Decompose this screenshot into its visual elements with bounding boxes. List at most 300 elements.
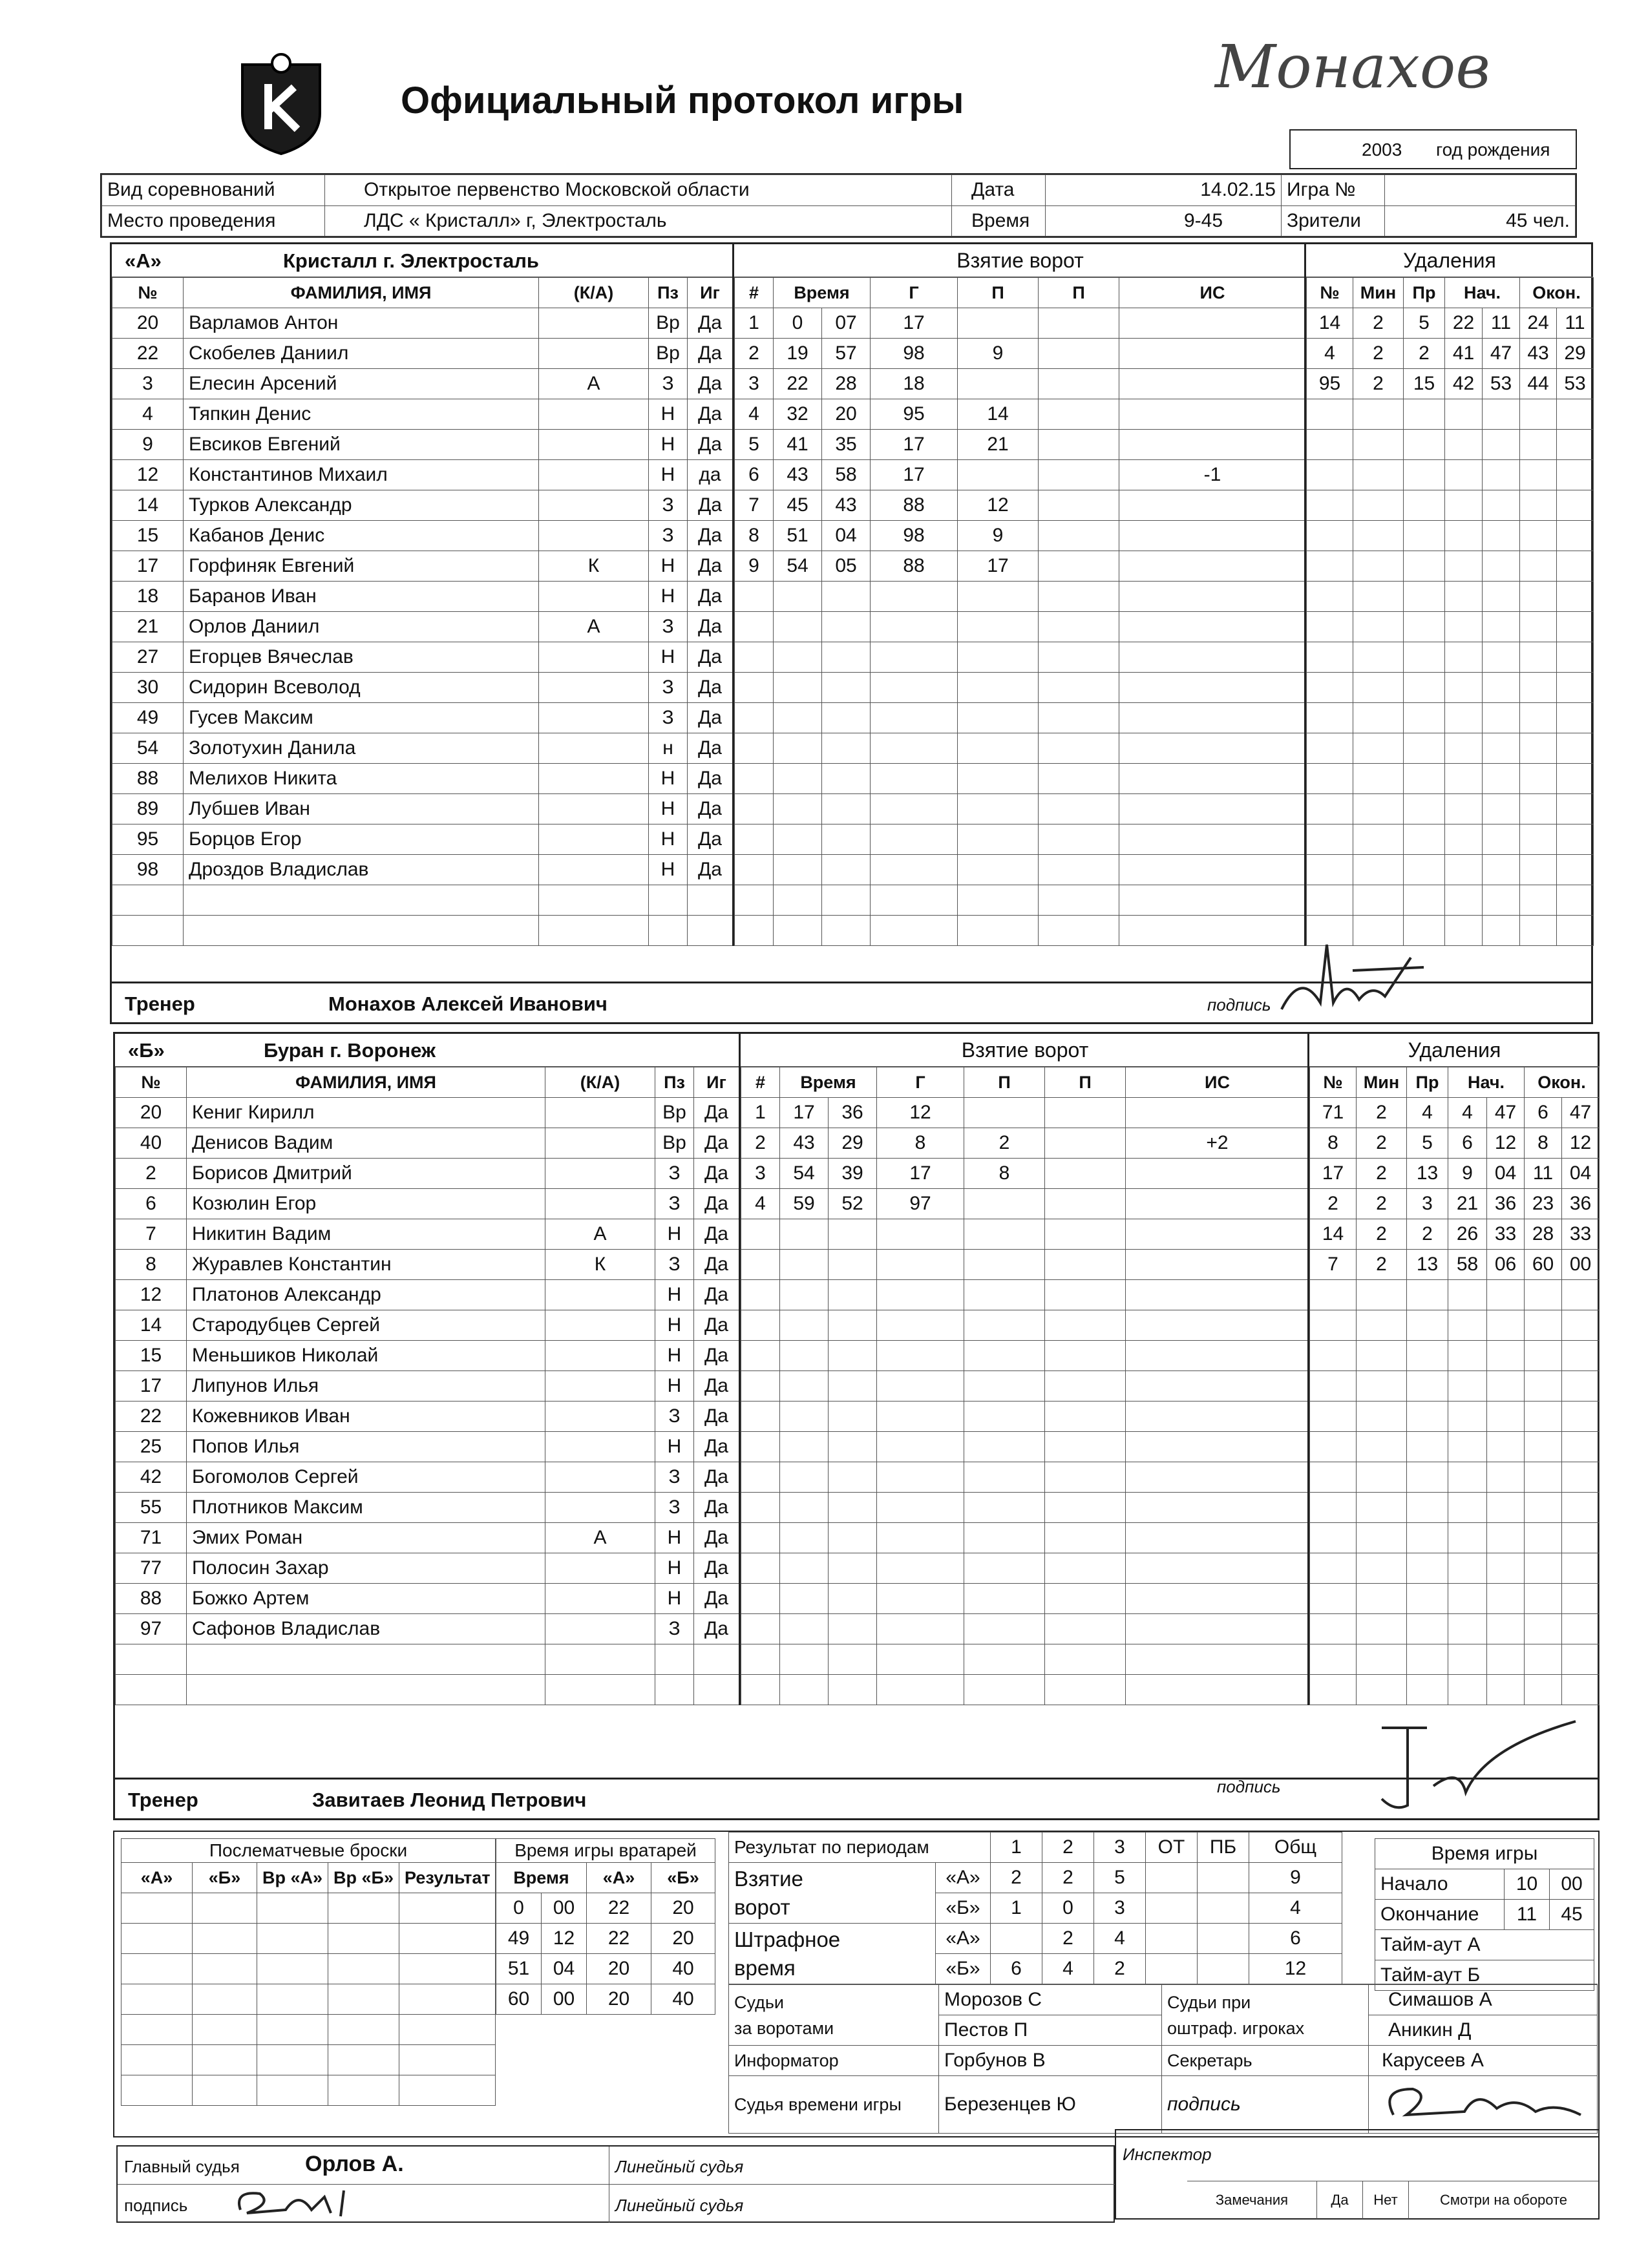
shootout-cell xyxy=(399,1954,496,1984)
penalty-row xyxy=(1310,1644,1600,1675)
pen-player xyxy=(1307,733,1353,764)
goal-row xyxy=(741,1159,1309,1189)
birth-year-label: год рождения xyxy=(1436,140,1550,160)
pen-start-sec xyxy=(1483,521,1520,551)
goal-assist-1 xyxy=(964,1189,1045,1219)
pen-start-sec xyxy=(1487,1644,1525,1675)
player-number: 7 xyxy=(116,1219,187,1250)
goal-row xyxy=(741,1098,1309,1128)
pen-start-min xyxy=(1448,1432,1487,1462)
goal-sec: 04 xyxy=(822,521,871,551)
goal-sec xyxy=(822,582,871,612)
player-name: Полосин Захар xyxy=(187,1553,545,1584)
pen-reason xyxy=(1407,1614,1448,1644)
goal-index: 3 xyxy=(741,1159,780,1189)
player-played: Да xyxy=(688,582,733,612)
goal-assist-2 xyxy=(1045,1644,1126,1675)
player-number: 4 xyxy=(112,399,184,430)
goal-min xyxy=(780,1250,829,1280)
player-played: Да xyxy=(694,1371,739,1402)
goal-row xyxy=(741,1371,1309,1402)
player-number: 27 xyxy=(112,642,184,673)
pen-start-sec xyxy=(1487,1523,1525,1553)
referee-footer xyxy=(116,2145,1115,2223)
pen-end-min xyxy=(1525,1614,1562,1644)
player-number: 55 xyxy=(116,1493,187,1523)
penalty-judges-label-2: оштраф. игроках xyxy=(1167,2018,1305,2038)
penalty-row xyxy=(1310,1128,1600,1159)
pen-end-sec xyxy=(1557,733,1594,764)
pen-player xyxy=(1307,551,1353,582)
player-row xyxy=(112,490,733,521)
pen-end-sec xyxy=(1557,551,1594,582)
goal-assist-2 xyxy=(1045,1402,1126,1432)
pen-end-sec xyxy=(1562,1341,1600,1371)
goal-min: 0 xyxy=(774,308,822,339)
player-name: Гусев Максим xyxy=(184,703,539,733)
pen-start-min: 21 xyxy=(1448,1189,1487,1219)
venue-value: ЛДС « Кристалл» г, Электросталь xyxy=(325,205,952,236)
pen-end-min: 23 xyxy=(1525,1189,1562,1219)
shootout-header-4: Результат xyxy=(399,1863,496,1893)
teamA-goals-header-1: Время xyxy=(774,278,871,308)
birth-year-box xyxy=(1289,129,1577,169)
shootout-cell xyxy=(399,1893,496,1924)
pen-reason: 13 xyxy=(1407,1159,1448,1189)
end-hour: 11 xyxy=(1505,1900,1550,1930)
player-number: 77 xyxy=(116,1553,187,1584)
shootout-cell xyxy=(121,1954,193,1984)
goalie-time-block xyxy=(496,1838,715,2015)
teamB-pen-header-1: Мин xyxy=(1357,1067,1407,1098)
teamA-pen-header-2: Пр xyxy=(1404,278,1445,308)
player-name: Попов Илья xyxy=(187,1432,545,1462)
player-played: Да xyxy=(694,1614,739,1644)
team-b-name: Буран г. Воронеж xyxy=(264,1039,436,1062)
goal-row xyxy=(735,521,1306,551)
pen-end-sec: 11 xyxy=(1557,308,1594,339)
penalty-row xyxy=(1310,1098,1600,1128)
shootout-cell xyxy=(399,1924,496,1954)
goal-row xyxy=(735,916,1306,946)
remarks-yes[interactable]: Да xyxy=(1317,2181,1363,2219)
pen-end-sec xyxy=(1562,1432,1600,1462)
player-position: Н xyxy=(655,1523,694,1553)
goal-assist-2 xyxy=(1039,308,1119,339)
goal-row xyxy=(735,794,1306,824)
goal-sec xyxy=(829,1675,877,1705)
goal-index xyxy=(735,885,774,916)
pen-minutes xyxy=(1353,612,1404,642)
penalty-row xyxy=(1307,551,1594,582)
pen-end-sec xyxy=(1557,885,1594,916)
goal-sec xyxy=(829,1462,877,1493)
pen-start-min xyxy=(1445,703,1483,733)
pen-end-min: 6 xyxy=(1525,1098,1562,1128)
goal-row xyxy=(735,369,1306,399)
goal-assist-2 xyxy=(1045,1280,1126,1310)
pen-end-min xyxy=(1520,430,1557,460)
pen-end-min xyxy=(1525,1402,1562,1432)
goal-scorer: 18 xyxy=(871,369,958,399)
player-played: Да xyxy=(694,1250,739,1280)
teamA-goals-header-0: # xyxy=(735,278,774,308)
pen-end-sec xyxy=(1557,399,1594,430)
pen-end-sec xyxy=(1557,521,1594,551)
goal-assist-2 xyxy=(1045,1219,1126,1250)
goal-assist-2 xyxy=(1039,824,1119,855)
pen-end-min xyxy=(1520,642,1557,673)
informer-name: Горбунов В xyxy=(939,2046,1162,2076)
goal-row xyxy=(735,703,1306,733)
pen-end-min xyxy=(1520,521,1557,551)
pen-end-sec xyxy=(1557,490,1594,521)
goal-min xyxy=(780,1553,829,1584)
penalty-row xyxy=(1310,1371,1600,1402)
player-number: 49 xyxy=(112,703,184,733)
pen-minutes: 2 xyxy=(1357,1098,1407,1128)
goal-index xyxy=(741,1280,780,1310)
pen-end-sec xyxy=(1557,460,1594,490)
player-row xyxy=(112,764,733,794)
player-position: Н xyxy=(655,1310,694,1341)
pen-reason xyxy=(1404,551,1445,582)
period-value: 1 xyxy=(991,1893,1042,1924)
goal-row xyxy=(741,1432,1309,1462)
goal-situation xyxy=(1126,1644,1309,1675)
pen-reason xyxy=(1407,1553,1448,1584)
pen-minutes xyxy=(1353,703,1404,733)
pen-end-min: 60 xyxy=(1525,1250,1562,1280)
team-a-sign-label: подпись xyxy=(1207,995,1271,1014)
player-row xyxy=(116,1310,739,1341)
player-played: Да xyxy=(694,1219,739,1250)
player-played: Да xyxy=(694,1584,739,1614)
goal-row xyxy=(735,582,1306,612)
pen-start-sec xyxy=(1487,1402,1525,1432)
goal-assist-2 xyxy=(1039,521,1119,551)
goal-scorer xyxy=(877,1280,964,1310)
pen-end-sec xyxy=(1557,855,1594,885)
goal-sec xyxy=(829,1310,877,1341)
goalie-time-header-0: Время xyxy=(496,1863,587,1893)
pen-end-min: 24 xyxy=(1520,308,1557,339)
player-role xyxy=(539,824,649,855)
pen-start-sec xyxy=(1483,824,1520,855)
player-role xyxy=(539,460,649,490)
goal-scorer xyxy=(877,1675,964,1705)
shootout-cell xyxy=(193,2015,257,2045)
goal-min: 59 xyxy=(780,1189,829,1219)
goal-assist-2 xyxy=(1039,703,1119,733)
goal-assist-2 xyxy=(1045,1310,1126,1341)
pen-reason xyxy=(1404,521,1445,551)
period-value xyxy=(1198,1924,1249,1954)
period-team: «А» xyxy=(936,1863,991,1893)
goal-scorer xyxy=(877,1493,964,1523)
goal-scorer xyxy=(871,703,958,733)
period-value: 9 xyxy=(1249,1863,1342,1893)
player-position: З xyxy=(649,612,688,642)
goal-min: 19 xyxy=(774,339,822,369)
goal-judge-1: Морозов С xyxy=(939,1985,1162,2015)
goal-scorer xyxy=(871,916,958,946)
player-number: 14 xyxy=(116,1310,187,1341)
goal-situation xyxy=(1119,733,1306,764)
goal-row xyxy=(741,1250,1309,1280)
team-a-pen-title: Удаления xyxy=(1306,244,1593,277)
player-number: 9 xyxy=(112,430,184,460)
shootout-cell xyxy=(328,1984,399,2015)
player-row xyxy=(116,1402,739,1432)
pen-minutes xyxy=(1353,733,1404,764)
player-row xyxy=(116,1584,739,1614)
goal-sec: 58 xyxy=(822,460,871,490)
pen-start-sec xyxy=(1487,1675,1525,1705)
goal-scorer xyxy=(871,582,958,612)
goal-situation xyxy=(1126,1189,1309,1219)
player-played: Да xyxy=(688,369,733,399)
pen-minutes: 2 xyxy=(1357,1159,1407,1189)
player-role xyxy=(545,1189,655,1219)
penalty-row xyxy=(1307,430,1594,460)
player-position: Н xyxy=(649,855,688,885)
penalty-row xyxy=(1310,1493,1600,1523)
goal-index xyxy=(741,1644,780,1675)
shootout-cell xyxy=(193,2075,257,2106)
pen-start-min: 22 xyxy=(1445,308,1483,339)
player-row xyxy=(112,703,733,733)
page-title: Официальный протокол игры xyxy=(401,79,964,121)
penalty-row xyxy=(1307,673,1594,703)
pen-reason xyxy=(1404,855,1445,885)
player-number: 20 xyxy=(112,308,184,339)
player-played: Да xyxy=(688,703,733,733)
pen-start-sec xyxy=(1483,916,1520,946)
player-number: 25 xyxy=(116,1432,187,1462)
player-number: 98 xyxy=(112,855,184,885)
pen-player: 14 xyxy=(1310,1219,1357,1250)
goal-scorer xyxy=(877,1553,964,1584)
pen-start-min xyxy=(1445,582,1483,612)
player-played: Да xyxy=(688,673,733,703)
shootout-cell xyxy=(121,1984,193,2015)
pen-minutes xyxy=(1357,1310,1407,1341)
team-a-section xyxy=(110,242,1593,1024)
player-played xyxy=(694,1644,739,1675)
goal-sec: 28 xyxy=(822,369,871,399)
goal-row xyxy=(741,1614,1309,1644)
goal-row xyxy=(741,1553,1309,1584)
team-a-coach-name: Монахов Алексей Иванович xyxy=(328,992,607,1015)
pen-reason xyxy=(1404,490,1445,521)
goal-row xyxy=(735,673,1306,703)
goal-row xyxy=(735,855,1306,885)
player-played: Да xyxy=(688,794,733,824)
player-played: Да xyxy=(694,1098,739,1128)
pen-end-sec: 53 xyxy=(1557,369,1594,399)
penalty-row xyxy=(1310,1280,1600,1310)
teamB-goals-header-1: Время xyxy=(780,1067,877,1098)
team-a-pen-table xyxy=(1306,277,1594,946)
player-position: Н xyxy=(655,1219,694,1250)
goal-situation xyxy=(1119,794,1306,824)
linesman-1-label: Линейный судья xyxy=(615,2157,744,2176)
goal-sec xyxy=(829,1493,877,1523)
game-time-title: Время игры xyxy=(1375,1839,1594,1869)
player-row xyxy=(112,369,733,399)
period-value: 3 xyxy=(1094,1893,1146,1924)
player-played: Да xyxy=(694,1462,739,1493)
player-number: 15 xyxy=(112,521,184,551)
goal-min xyxy=(780,1493,829,1523)
officials-block xyxy=(728,1984,1598,2134)
teamB-goals-header-2: Г xyxy=(877,1067,964,1098)
goal-assist-2 xyxy=(1045,1432,1126,1462)
teamA-pen-header-0: № xyxy=(1307,278,1353,308)
pen-end-sec xyxy=(1557,764,1594,794)
player-played: Да xyxy=(688,764,733,794)
pen-player xyxy=(1310,1462,1357,1493)
league-logo xyxy=(236,52,326,155)
penalty-row xyxy=(1307,460,1594,490)
pen-player xyxy=(1310,1310,1357,1341)
player-row xyxy=(112,460,733,490)
goal-min xyxy=(780,1219,829,1250)
goalie-time-sec: 00 xyxy=(542,1893,587,1924)
player-name: Борисов Дмитрий xyxy=(187,1159,545,1189)
goal-index xyxy=(735,582,774,612)
player-row xyxy=(112,582,733,612)
pen-start-min xyxy=(1445,764,1483,794)
goal-row xyxy=(735,308,1306,339)
pen-start-sec xyxy=(1487,1280,1525,1310)
goal-assist-1 xyxy=(958,824,1039,855)
goal-sec: 20 xyxy=(822,399,871,430)
pen-start-min xyxy=(1448,1280,1487,1310)
pen-start-sec xyxy=(1487,1310,1525,1341)
start-label: Начало xyxy=(1375,1869,1505,1900)
player-name: Кабанов Денис xyxy=(184,521,539,551)
referee-signature xyxy=(227,2184,370,2223)
period-col-0: 1 xyxy=(991,1832,1042,1863)
player-number: 71 xyxy=(116,1523,187,1553)
goal-sec xyxy=(829,1584,877,1614)
pen-start-min xyxy=(1445,642,1483,673)
goal-assist-2 xyxy=(1039,673,1119,703)
goal-assist-1 xyxy=(964,1310,1045,1341)
shootout-cell xyxy=(328,2075,399,2106)
shootout-cell xyxy=(399,2075,496,2106)
pen-reason: 3 xyxy=(1407,1189,1448,1219)
goal-index: 4 xyxy=(741,1189,780,1219)
pen-start-sec xyxy=(1483,612,1520,642)
period-team: «Б» xyxy=(936,1893,991,1924)
player-role: К xyxy=(539,551,649,582)
pen-minutes: 2 xyxy=(1357,1219,1407,1250)
pen-player: 71 xyxy=(1310,1098,1357,1128)
goal-row xyxy=(735,642,1306,673)
pen-end-sec xyxy=(1557,794,1594,824)
goal-assist-2 xyxy=(1045,1523,1126,1553)
player-position: З xyxy=(649,369,688,399)
pen-player xyxy=(1310,1644,1357,1675)
player-number: 22 xyxy=(116,1402,187,1432)
goal-situation xyxy=(1119,490,1306,521)
player-role xyxy=(539,764,649,794)
shootout-cell xyxy=(257,1924,328,1954)
penalty-row xyxy=(1310,1553,1600,1584)
player-role xyxy=(539,673,649,703)
remarks-no[interactable]: Нет xyxy=(1363,2181,1409,2219)
pen-start-sec: 53 xyxy=(1483,369,1520,399)
goal-min xyxy=(780,1432,829,1462)
goal-assist-1 xyxy=(964,1250,1045,1280)
pen-minutes xyxy=(1353,764,1404,794)
penalty-judge-1: Симашов А xyxy=(1369,1985,1598,2015)
pen-end-sec xyxy=(1562,1614,1600,1644)
pen-start-sec: 47 xyxy=(1487,1098,1525,1128)
player-role xyxy=(545,1159,655,1189)
player-row xyxy=(112,794,733,824)
shootout-cell xyxy=(121,2075,193,2106)
player-position: З xyxy=(655,1189,694,1219)
player-played: Да xyxy=(694,1432,739,1462)
player-played: Да xyxy=(694,1341,739,1371)
goal-index: 5 xyxy=(735,430,774,460)
goalie-time-header-2: «Б» xyxy=(651,1863,715,1893)
goal-assist-2 xyxy=(1039,551,1119,582)
pen-end-min xyxy=(1520,885,1557,916)
goal-min xyxy=(774,764,822,794)
goal-index xyxy=(741,1675,780,1705)
shootout-row xyxy=(121,1954,496,1984)
goal-situation xyxy=(1126,1675,1309,1705)
goal-situation xyxy=(1119,399,1306,430)
period-value: 4 xyxy=(1094,1924,1146,1954)
player-name: Турков Александр xyxy=(184,490,539,521)
start-minute: 00 xyxy=(1550,1869,1594,1900)
pen-player xyxy=(1307,430,1353,460)
pen-start-sec xyxy=(1487,1432,1525,1462)
goal-assist-2 xyxy=(1045,1493,1126,1523)
period-col-5: Общ xyxy=(1249,1832,1342,1863)
goal-sec xyxy=(829,1644,877,1675)
pen-end-min: 28 xyxy=(1525,1219,1562,1250)
pen-player xyxy=(1310,1341,1357,1371)
pen-player xyxy=(1310,1493,1357,1523)
penalty-row xyxy=(1310,1402,1600,1432)
pen-minutes xyxy=(1357,1462,1407,1493)
goal-assist-1 xyxy=(958,703,1039,733)
pen-player xyxy=(1310,1432,1357,1462)
goal-index: 8 xyxy=(735,521,774,551)
goal-assist-1 xyxy=(958,764,1039,794)
referee-name: Орлов А. xyxy=(305,2152,404,2176)
player-role: К xyxy=(545,1250,655,1280)
pen-start-sec xyxy=(1483,399,1520,430)
goal-index xyxy=(741,1553,780,1584)
goal-judges-label-2: за воротами xyxy=(734,2018,834,2038)
player-number: 6 xyxy=(116,1189,187,1219)
team-b-tag: «Б» xyxy=(128,1039,165,1062)
player-role xyxy=(545,1402,655,1432)
pen-reason: 2 xyxy=(1407,1219,1448,1250)
pen-start-sec xyxy=(1487,1462,1525,1493)
pen-end-min xyxy=(1520,703,1557,733)
end-minute: 45 xyxy=(1550,1900,1594,1930)
goal-row xyxy=(741,1675,1309,1705)
